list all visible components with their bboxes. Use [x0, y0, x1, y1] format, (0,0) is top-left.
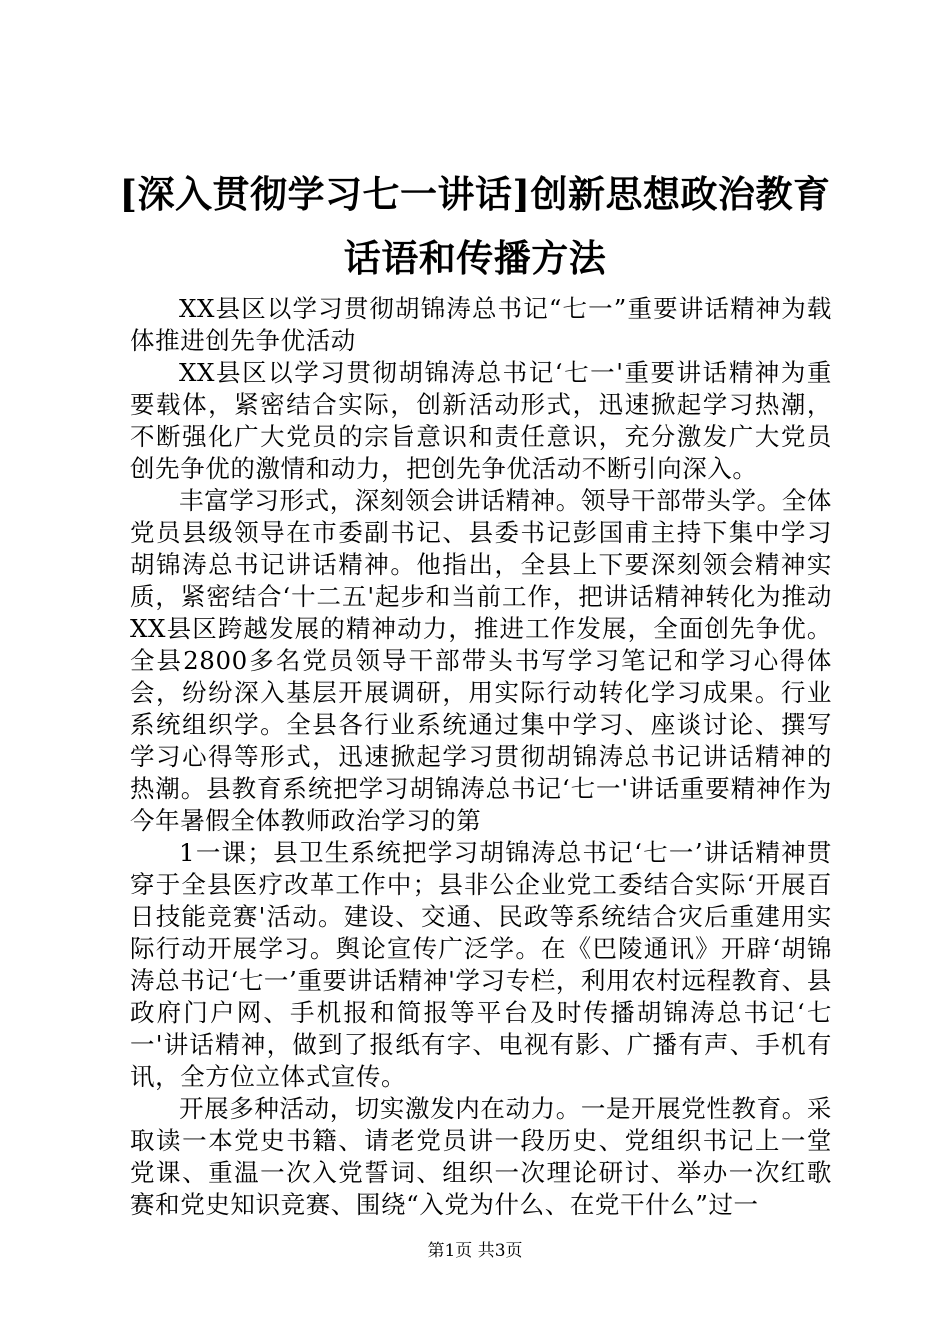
paragraph: XX县区以学习贯彻胡锦涛总书记‘七一'重要讲话精神为重要载体，紧密结合实际，创新活动形式，迅速掀起学习热潮，不断强化广大党员的宗旨意识和责任意识，充分激发广大党员创先争优的激情和动力，把创先争优活动不断引向深入。 — [130, 358, 832, 483]
document-title: [深入贯彻学习七一讲话]创新思想政治教育话语和传播方法 — [119, 172, 831, 280]
paragraph: 开展多种活动，切实激发内在动力。一是开展党性教育。采取读一本党史书籍、请老党员讲一段历史、党组织书记上一堂党课、重温一次入党誓词、组织一次理论研讨、举办一次红歌赛和党史知识竞赛、围绕“入党为什么、在党干什么”过一 — [130, 1094, 832, 1219]
page-number-footer: 第1页 共3页 — [427, 1241, 523, 1261]
paragraph: 1一课；县卫生系统把学习胡锦涛总书记‘七一’讲话精神贯穿于全县医疗改革工作中；县非公企业党工委结合实际‘开展百日技能竞赛'活动。建设、交通、民政等系统结合灾后重建用实际行动开展学习。舆论宣传广泛学。在《巴陵通讯》开辟‘胡锦涛总书记‘七一’重要讲话精神'学习专栏，利用农村远程教育、县政府门户网、手机报和简报等平台及时传播胡锦涛总书记‘七一'讲话精神，做到了报纸有字、电视有影、广播有声、手机有讯，全方位立体式宣传。 — [130, 838, 832, 1091]
document-body — [130, 293, 832, 1221]
paragraph: 丰富学习形式，深刻领会讲话精神。领导干部带头学。全体党员县级领导在市委副书记、县委书记彭国甫主持下集中学习胡锦涛总书记讲话精神。他指出，全县上下要深刻领会精神实质，紧密结合‘十二五'起步和当前工作，把讲话精神转化为推动XX县区跨越发展的精神动力，推进工作发展，全面创先争优。全县2800多名党员领导干部带头书写学习笔记和学习心得体会，纷纷深入基层开展调研，用实际行动转化学习成果。行业系统组织学。全县各行业系统通过集中学习、座谈讨论、撰写学习心得等形式，迅速掀起学习贯彻胡锦涛总书记讲话精神的热潮。县教育系统把学习胡锦涛总书记‘七一'讲话重要精神作为今年暑假全体教师政治学习的第 — [130, 486, 832, 835]
paragraph: XX县区以学习贯彻胡锦涛总书记“七一”重要讲话精神为载体推进创先争优活动 — [130, 294, 832, 355]
